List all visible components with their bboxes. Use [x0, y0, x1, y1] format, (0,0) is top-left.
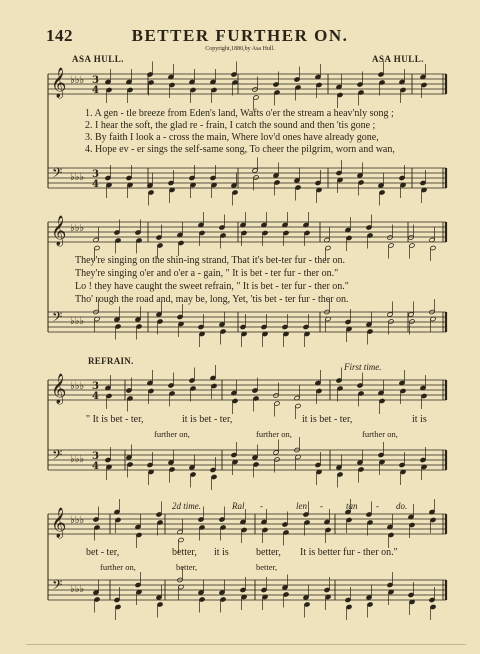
flat-sign-icon: ♭♭♭ — [70, 75, 85, 86]
treble-clef-icon: 𝄞 — [51, 508, 67, 538]
refrain-lyric: " It is bet - ter, — [86, 414, 144, 425]
bass-clef-icon: 𝄢 — [52, 447, 63, 466]
verse-line-1: 1. A gen - tle breeze from Eden's land, Wafts o'er the stream a heav'nly song ; — [85, 108, 394, 119]
second-time-label: 2d time. — [172, 501, 201, 511]
time-signature: 3 — [92, 451, 99, 462]
flat-sign-icon: ♭♭♭ — [70, 454, 85, 465]
flat-sign-icon: ♭♭♭ — [70, 381, 85, 392]
rallentando-mark: Ral — [232, 501, 245, 511]
time-signature: 4 — [92, 461, 99, 472]
copyright-notice: Copyright,1880,by Asa Hull. — [205, 46, 275, 52]
verse-continuation-1: They're singing on the shin-ing strand, That it's bet-ter fur - ther on. — [75, 255, 346, 266]
verse-continuation-4: Tho' rough the road and, may be, long, Yet, 'tis bet - ter fur - ther on. — [75, 294, 349, 305]
refrain-label: REFRAIN. — [88, 356, 134, 366]
treble-clef-icon: 𝄞 — [51, 216, 67, 246]
bass-clef-icon: 𝄢 — [52, 165, 63, 184]
time-signature: 4 — [92, 391, 99, 402]
rallentando-mark: tan — [346, 501, 358, 511]
time-signature: 3 — [92, 381, 99, 392]
flat-sign-icon: ♭♭♭ — [70, 172, 85, 183]
first-time-label: First time. — [344, 362, 382, 372]
verse-line-4: 4. Hope ev - er sings the self-same song, To cheer the pilgrim, worn and wan, — [85, 144, 395, 155]
verse-line-3: 3. By faith I look a - cross the main, Where lov'd ones have already gone, — [85, 132, 379, 143]
hymn-title: BETTER FURTHER ON. — [131, 26, 349, 45]
rallentando-mark: do. — [396, 501, 408, 511]
refrain-lyric: it is bet - ter, — [302, 414, 353, 425]
refrain-lyric: better, — [172, 547, 197, 558]
time-signature: 3 — [92, 75, 99, 86]
composer-credit-right: ASA HULL. — [372, 54, 425, 64]
flat-sign-icon: ♭♭♭ — [70, 584, 85, 595]
time-signature: 3 — [92, 169, 99, 180]
rallentando-mark: - — [260, 501, 263, 511]
flat-sign-icon: ♭♭♭ — [70, 515, 85, 526]
refrain-lyric: it is bet - ter, — [182, 414, 233, 425]
bass-clef-icon: 𝄢 — [52, 577, 63, 596]
refrain-bass-lyric: further on, — [256, 429, 292, 439]
refrain-bass-lyric: better, — [176, 562, 198, 572]
flat-sign-icon: ♭♭♭ — [70, 223, 85, 234]
bottom-rule — [26, 644, 466, 645]
verse-line-2: 2. I hear the soft, the glad re - frain, I catch the sound and then 'tis gone ; — [85, 120, 376, 131]
rallentando-mark: - — [376, 501, 379, 511]
refrain-bass-lyric: further on, — [362, 429, 398, 439]
refrain-lyric: It is better fur - ther on." — [300, 547, 398, 558]
flat-sign-icon: ♭♭♭ — [70, 316, 85, 327]
treble-clef-icon: 𝄞 — [51, 68, 67, 98]
page-number: 142 — [46, 26, 73, 45]
refrain-lyric: bet - ter, — [86, 547, 120, 558]
refrain-lyric: better, — [256, 547, 281, 558]
refrain-lyric: it is — [412, 414, 427, 425]
verse-continuation-3: Lo ! they have caught the sweet refrain, " It is bet - ter fur - ther on." — [75, 281, 349, 292]
time-signature: 4 — [92, 179, 99, 190]
treble-clef-icon: 𝄞 — [51, 374, 67, 404]
refrain-bass-lyric: better, — [256, 562, 278, 572]
rallentando-mark: - — [320, 501, 323, 511]
bass-clef-icon: 𝄢 — [52, 309, 63, 328]
refrain-lyric: it is — [214, 547, 229, 558]
composer-credit-left: ASA HULL. — [72, 54, 125, 64]
refrain-bass-lyric: further on, — [100, 562, 136, 572]
time-signature: 4 — [92, 85, 99, 96]
refrain-bass-lyric: further on, — [154, 429, 190, 439]
rallentando-mark: len — [296, 501, 307, 511]
verse-continuation-2: They're singing o'er and o'er a - gain, " It is bet - ter fur - ther on." — [75, 268, 339, 279]
